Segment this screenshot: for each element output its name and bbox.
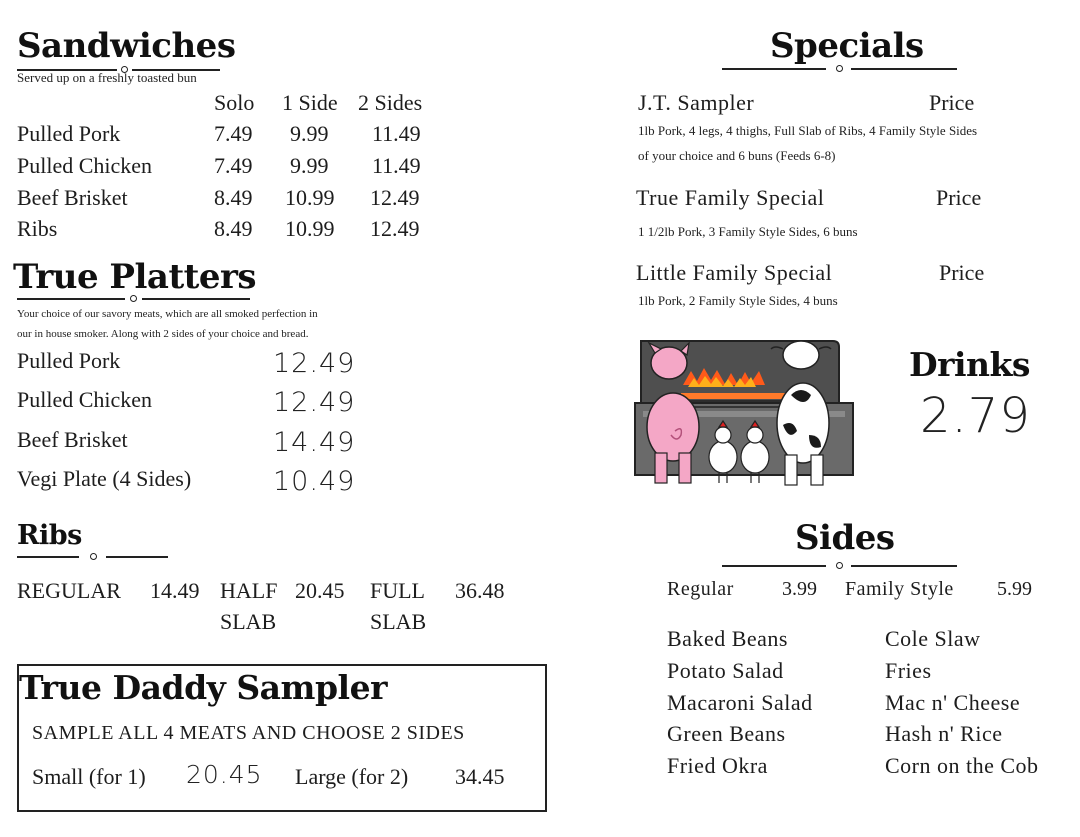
sandwich-name: Beef Brisket — [17, 185, 128, 210]
sandwich-solo-price: 8.49 — [214, 216, 253, 241]
side-item: Fried Okra — [667, 753, 768, 778]
specials-title-rule-left — [722, 68, 826, 70]
platter-price: 12.49 — [273, 387, 356, 418]
daddy-sampler-title: True Daddy Sampler — [19, 668, 387, 707]
side-item: Hash n' Rice — [885, 721, 1003, 746]
platters-title-rule-right — [142, 298, 250, 300]
sandwich-solo-price: 7.49 — [214, 153, 253, 178]
daddy-sampler-large-price: 34.45 — [455, 764, 505, 789]
sandwich-solo-price: 7.49 — [214, 121, 253, 146]
sides-title: Sides — [795, 518, 895, 558]
sandwich-name: Pulled Pork — [17, 121, 121, 146]
drinks-price: 2.79 — [920, 388, 1031, 444]
sandwich-2sides-price: 12.49 — [370, 216, 420, 241]
special-name: J.T. Sampler — [638, 90, 755, 115]
sides-regular-price: 3.99 — [782, 578, 817, 600]
ribs-regular-price: 14.49 — [150, 578, 200, 603]
sandwich-name: Ribs — [17, 216, 58, 241]
ribs-title-dot — [90, 553, 97, 560]
ribs-full-label: FULL — [370, 578, 425, 603]
ribs-full-price: 36.48 — [455, 578, 505, 603]
daddy-sampler-description: SAMPLE ALL 4 MEATS AND CHOOSE 2 SIDES — [32, 722, 465, 744]
sandwich-name: Pulled Chicken — [17, 153, 153, 178]
special-name: True Family Special — [636, 185, 825, 210]
platter-name: Pulled Pork — [17, 348, 121, 373]
ribs-half-price: 20.45 — [295, 578, 345, 603]
platter-price: 10.49 — [273, 466, 356, 497]
sides-family-label: Family Style — [845, 578, 954, 600]
daddy-sampler-small-label: Small (for 1) — [32, 764, 146, 789]
side-item: Fries — [885, 658, 932, 683]
platters-title-rule-left — [17, 298, 125, 300]
drinks-title: Drinks — [909, 345, 1030, 384]
special-name: Little Family Special — [636, 260, 833, 285]
ribs-full-label-2: SLAB — [370, 609, 427, 634]
ribs-half-label: HALF — [220, 578, 278, 603]
special-price-label: Price — [936, 185, 982, 210]
daddy-sampler-large-label: Large (for 2) — [295, 764, 409, 789]
special-price-label: Price — [929, 90, 975, 115]
sandwiches-subtitle: Served up on a freshly toasted bun — [17, 70, 197, 85]
sandwich-2sides-price: 11.49 — [372, 121, 421, 146]
platter-name: Vegi Plate (4 Sides) — [17, 466, 192, 491]
special-description: 1 1/2lb Pork, 3 Family Style Sides, 6 buns — [638, 224, 858, 239]
sandwiches-col-1side: 1 Side — [282, 90, 338, 115]
sandwich-2sides-price: 11.49 — [372, 153, 421, 178]
ribs-half-label-2: SLAB — [220, 609, 277, 634]
sandwich-1side-price: 9.99 — [290, 121, 329, 146]
ribs-title: Ribs — [17, 520, 82, 551]
sandwiches-title: Sandwiches — [17, 26, 236, 66]
platters-title: True Platters — [13, 257, 257, 297]
sandwich-2sides-price: 12.49 — [370, 185, 420, 210]
sandwiches-col-2sides: 2 Sides — [358, 90, 423, 115]
sandwich-1side-price: 9.99 — [290, 153, 329, 178]
ribs-title-rule-left — [17, 556, 79, 558]
side-item: Potato Salad — [667, 658, 784, 683]
sides-title-rule-left — [722, 565, 826, 567]
special-price-label: Price — [939, 260, 985, 285]
ribs-regular-label: REGULAR — [17, 578, 121, 603]
daddy-sampler-small-price: 20.45 — [186, 760, 263, 789]
side-item: Corn on the Cob — [885, 753, 1039, 778]
platter-name: Pulled Chicken — [17, 387, 153, 412]
platters-title-dot — [130, 295, 137, 302]
specials-title-dot — [836, 65, 843, 72]
side-item: Macaroni Salad — [667, 690, 813, 715]
sandwich-solo-price: 8.49 — [214, 185, 253, 210]
side-item: Green Beans — [667, 721, 786, 746]
platters-description-line1: Your choice of our savory meats, which are all smoked perfection in — [17, 308, 318, 320]
sandwich-1side-price: 10.99 — [285, 216, 335, 241]
special-description: 1lb Pork, 2 Family Style Sides, 4 buns — [638, 293, 838, 308]
side-item: Baked Beans — [667, 626, 788, 651]
platter-price: 12.49 — [273, 348, 356, 379]
sandwich-1side-price: 10.99 — [285, 185, 335, 210]
sandwiches-col-solo: Solo — [214, 90, 255, 115]
platter-price: 14.49 — [273, 427, 356, 458]
sides-title-rule-right — [851, 565, 957, 567]
sides-regular-label: Regular — [667, 578, 734, 600]
platters-description-line2: our in house smoker. Along with 2 sides of your choice and bread. — [17, 328, 309, 340]
special-description-2: of your choice and 6 buns (Feeds 6-8) — [638, 148, 836, 163]
platter-name: Beef Brisket — [17, 427, 128, 452]
ribs-title-rule-right — [106, 556, 168, 558]
sides-title-dot — [836, 562, 843, 569]
side-item: Cole Slaw — [885, 626, 981, 651]
specials-title: Specials — [770, 26, 924, 66]
side-item: Mac n' Cheese — [885, 690, 1021, 715]
sides-family-price: 5.99 — [997, 578, 1032, 600]
specials-title-rule-right — [851, 68, 957, 70]
special-description: 1lb Pork, 4 legs, 4 thighs, Full Slab of Ribs, 4 Family Style Sides — [638, 123, 978, 138]
bbq-smoker-animals-icon — [633, 335, 858, 487]
